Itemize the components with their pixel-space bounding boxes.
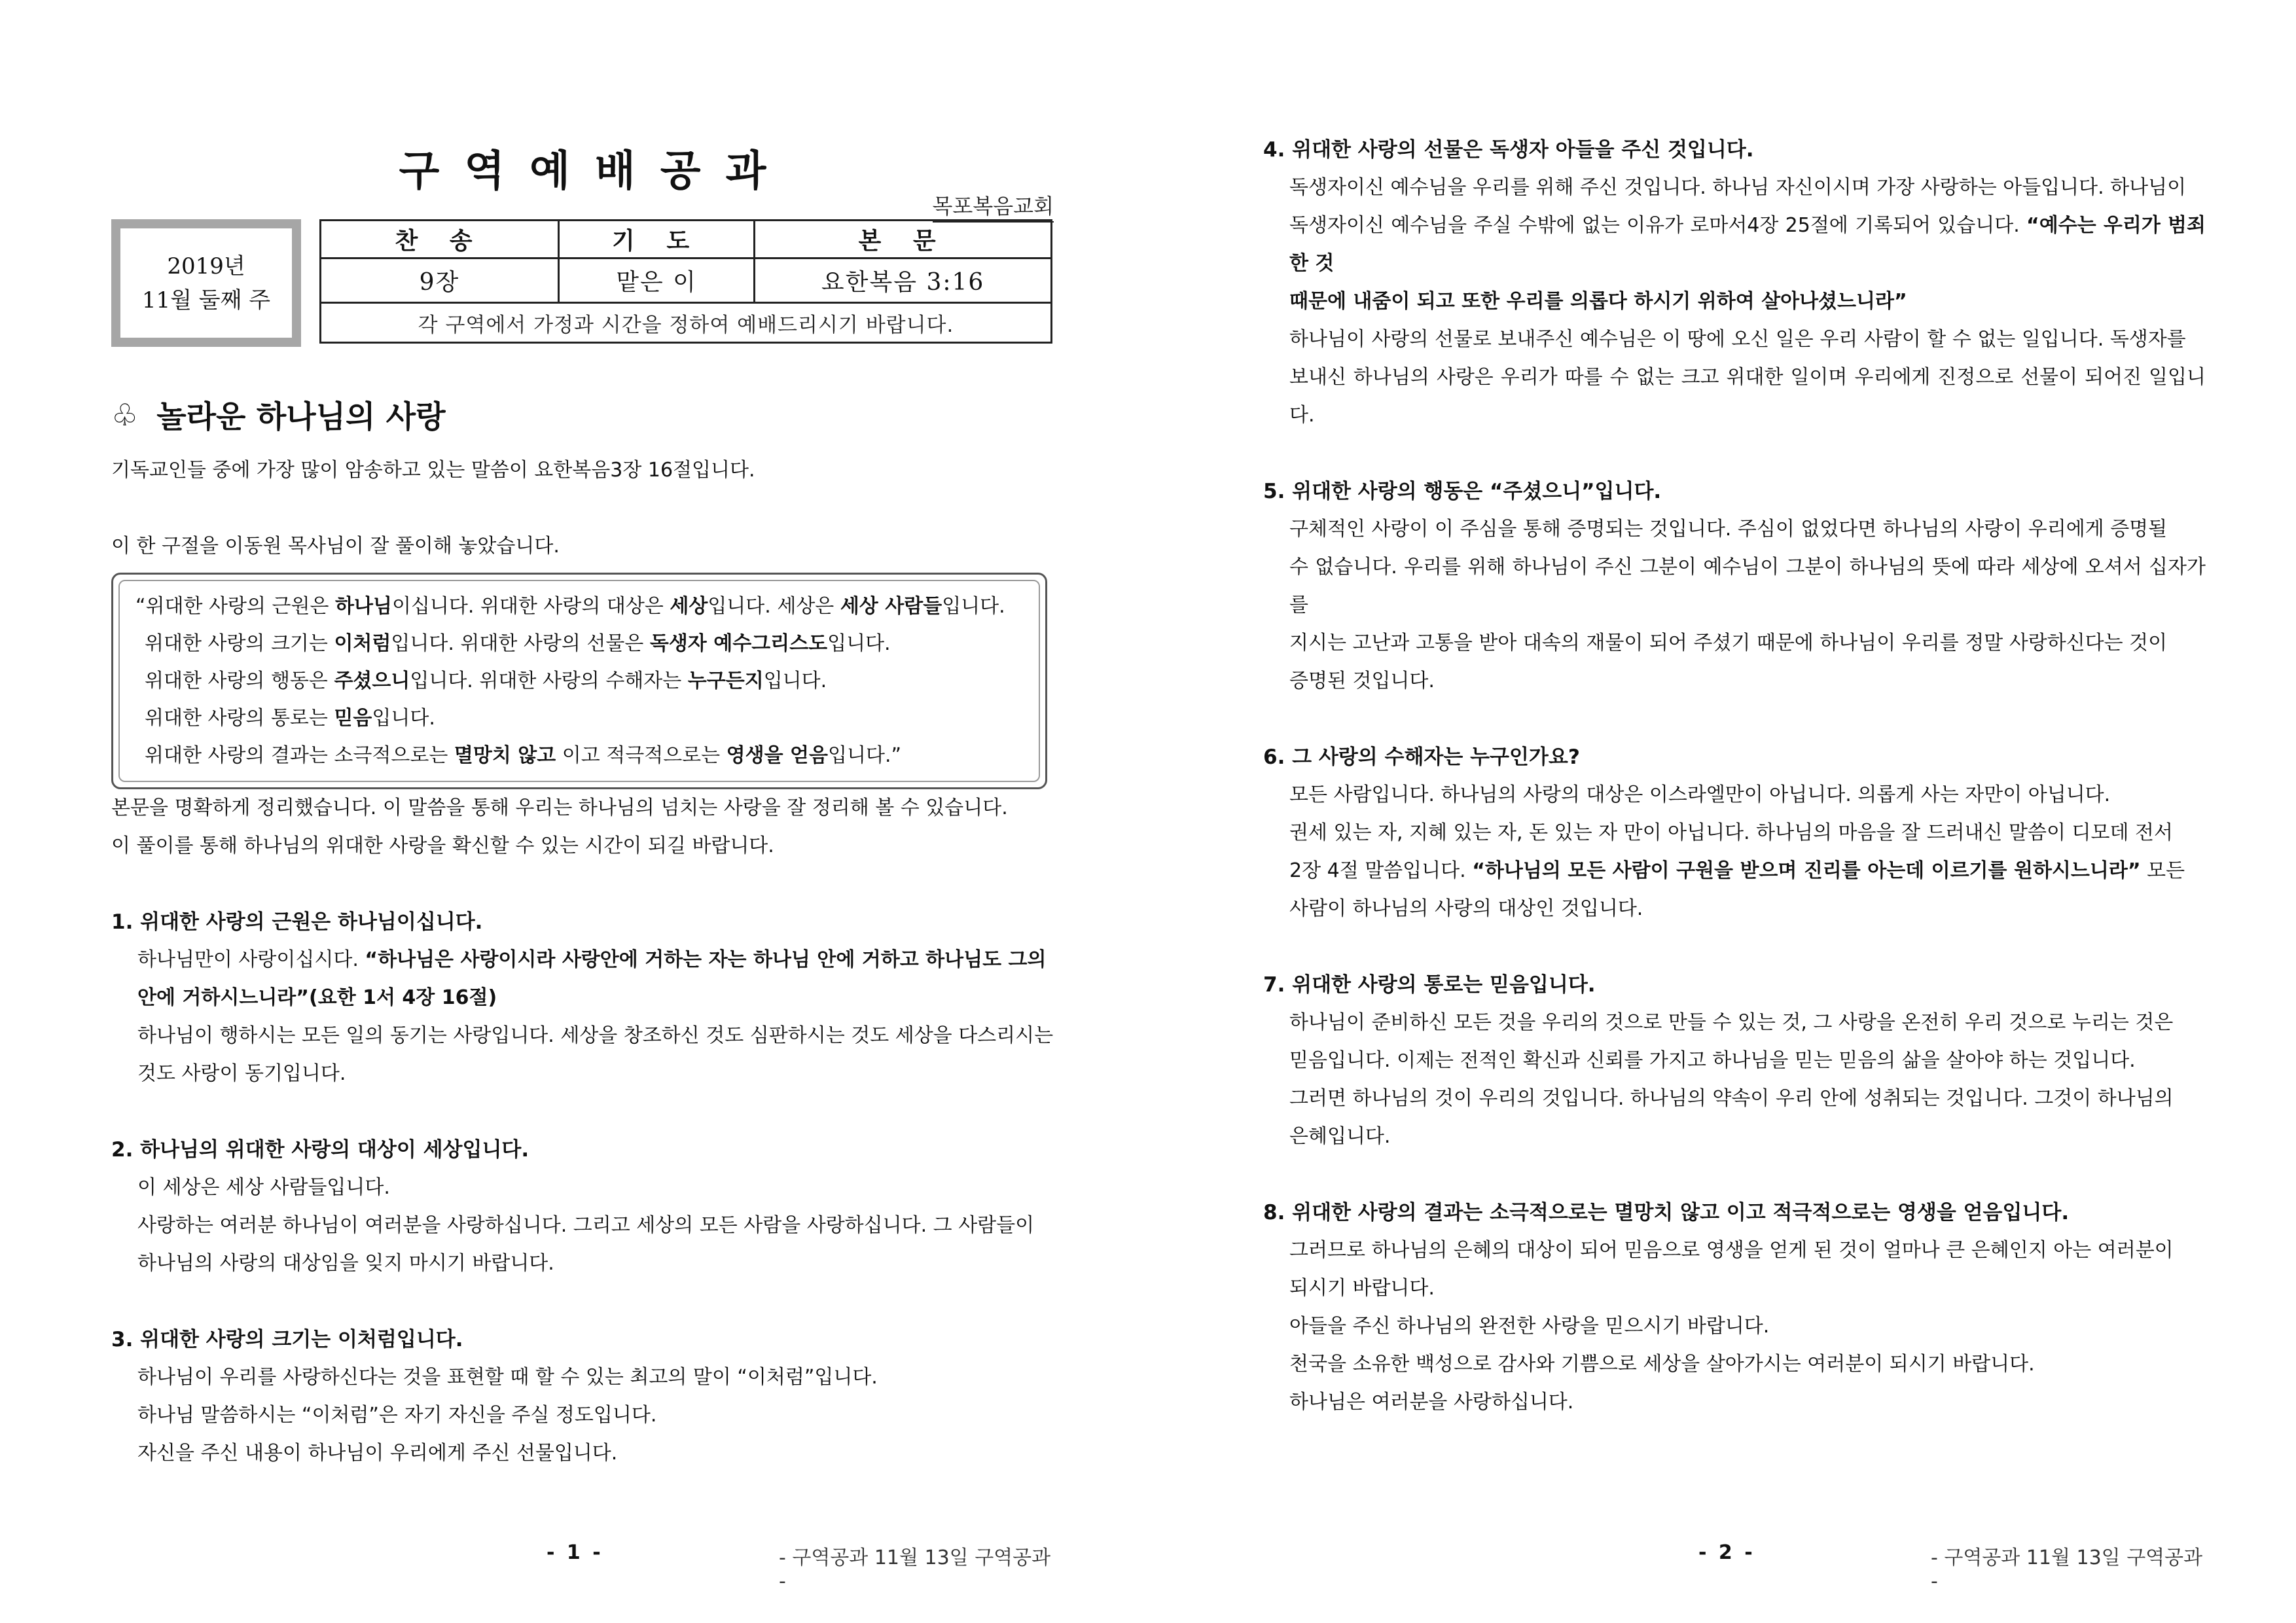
item-4-title: 4. 위대한 사랑의 선물은 독생자 아들을 주신 것입니다. [1263, 138, 1754, 162]
quote-emphasis: 영생을 얻음 [726, 744, 829, 767]
item-1-line: 것도 사랑이 동기입니다. [137, 1062, 346, 1085]
item-7-line: 믿음입니다. 이제는 전적인 확신과 신뢰를 가지고 하나님을 믿는 믿음의 삶을 살아야 하는 것입니다. [1289, 1049, 2136, 1072]
quote-line-5 [135, 737, 1023, 774]
item-2-line: 하나님의 사랑의 대상임을 잊지 마시기 바랍니다. [137, 1252, 554, 1275]
item-2-line: 이 세상은 세상 사람들입니다. [137, 1176, 390, 1199]
item-3-line: 자신을 주신 내용이 하나님이 우리에게 주신 선물입니다. [137, 1442, 618, 1465]
quote-inner [118, 580, 1040, 782]
quote-box [111, 573, 1047, 789]
hymn-value: 9장 [321, 259, 559, 303]
page-number: - 1 - [547, 1541, 603, 1564]
item-6-title: 6. 그 사랑의 수해자는 누구인가요? [1263, 745, 1580, 769]
table-value-row [321, 259, 1052, 303]
summary-line-1: 본문을 명확하게 정리했습니다. 이 말씀을 통해 우리는 하나님의 넘치는 사랑을 잘 정리해 볼 수 있습니다. [111, 796, 1008, 819]
clover-icon: ♧ [111, 397, 139, 433]
header-prayer: 기 도 [558, 221, 754, 259]
week-year: 2019년 [167, 253, 245, 279]
table-header-row [321, 221, 1052, 259]
item-5-line: 지시는 고난과 고통을 받아 대속의 재물이 되어 주셨기 때문에 하나님이 우리를 정말 사랑하신다는 것이 [1289, 632, 2168, 654]
quote-line-2 [135, 625, 1023, 662]
item-7-title: 7. 위대한 사랑의 통로는 믿음입니다. [1263, 973, 1596, 997]
item-8-line: 하나님은 여러분을 사랑하십니다. [1289, 1391, 1574, 1414]
item-6-line: 사람이 하나님의 사랑의 대상인 것입니다. [1289, 897, 1643, 920]
intro-line-1: 기독교인들 중에 가장 많이 암송하고 있는 말씀이 요한복음3장 16절입니다. [111, 459, 755, 482]
page-number: - 2 - [1698, 1541, 1755, 1564]
left-body [111, 789, 1054, 1472]
church-name: 목포복음교회 [933, 190, 1054, 223]
item-8-title: 8. 위대한 사랑의 결과는 소극적으로는 멸망치 않고 이고 적극적으로는 영생을 얻음입니다. [1263, 1201, 2070, 1224]
quote-text: 입니다. 위대한 사랑의 선물은 [391, 632, 650, 655]
item-2-line: 사랑하는 여러분 하나님이 여러분을 사랑하십니다. 그리고 세상의 모든 사람을 사랑하십니다. 그 사람들이 [137, 1214, 1035, 1237]
quote-text: 이고 적극적으로는 [556, 744, 726, 767]
quote-text: 입니다.” [828, 744, 902, 767]
item-4-line [1263, 207, 2206, 283]
quote-emphasis: 세상 사람들 [840, 595, 942, 618]
item-8-line: 되시기 바랍니다. [1289, 1277, 1435, 1300]
quote-emphasis: 믿음 [334, 707, 372, 730]
item-1-verse: 안에 거하시느니라” [137, 986, 310, 1009]
item-7-line: 은혜입니다. [1289, 1125, 1391, 1148]
quote-text: 위대한 사랑의 행동은 [145, 669, 334, 692]
page-title: 구역예배공과 [399, 147, 791, 196]
item-1-line [111, 941, 1054, 979]
item-7-line: 그러면 하나님의 것이 우리의 것입니다. 하나님의 약속이 우리 안에 성취되는 것입니다. 그것이 하나님의 [1289, 1087, 2174, 1110]
item-6-line: 모든 사람입니다. 하나님의 사랑의 대상은 이스라엘만이 아닙니다. 의롭게 사는 자만이 아닙니다. [1289, 783, 2111, 806]
table-note-row [321, 303, 1052, 343]
item-4-line: 보내신 하나님의 사랑은 우리가 따를 수 없는 크고 위대한 일이며 우리에게 진정으로 선물이 되어진 일입니다. [1289, 366, 2206, 427]
quote-emphasis: 독생자 예수그리스도 [649, 632, 828, 655]
item-1-title: 1. 위대한 사랑의 근원은 하나님이십니다. [111, 910, 483, 934]
quote-text: “위대한 사랑의 근원은 [135, 595, 335, 618]
item-6-text: 2장 4절 말씀입니다. [1289, 859, 1473, 882]
quote-emphasis: 주셨으니 [334, 669, 410, 692]
item-4-line [1263, 283, 2206, 321]
item-6-line [1263, 852, 2206, 890]
item-5-title: 5. 위대한 사랑의 행동은 “주셨으니”입니다. [1263, 480, 1662, 503]
header-hymn: 찬 송 [321, 221, 559, 259]
item-1-verse: “하나님은 사랑이시라 사랑안에 거하는 자는 하나님 안에 거하고 하나님도 그의 [365, 948, 1047, 971]
prayer-value: 맡은 이 [558, 259, 754, 303]
item-5-line: 증명된 것입니다. [1289, 669, 1435, 692]
item-8-line: 아들을 주신 하나님의 완전한 사랑을 믿으시기 바랍니다. [1289, 1315, 1770, 1338]
intro-line-2: 이 한 구절을 이동원 목사님이 잘 풀이해 놓았습니다. [111, 535, 560, 558]
week-label: 11월 둘째 주 [141, 287, 271, 313]
item-3-line: 하나님 말씀하시는 “이처럼”은 자기 자신을 주실 정도입니다. [137, 1404, 657, 1427]
quote-emphasis: 세상 [670, 595, 708, 618]
item-8-line: 그러므로 하나님의 은혜의 대상이 되어 믿음으로 영생을 얻게 된 것이 얼마나 큰 은혜인지 아는 여러분이 [1289, 1239, 2174, 1262]
quote-text: 입니다. [763, 669, 827, 692]
item-6-line: 권세 있는 자, 지혜 있는 자, 돈 있는 자 만이 아닙니다. 하나님의 마음을 잘 드러내신 말씀이 디모데 전서 [1289, 821, 2173, 844]
page-footer: - 구역공과 11월 13일 구역공과 - [1931, 1546, 2203, 1593]
week-box-inner [120, 228, 292, 338]
section-title: 놀라운 하나님의 사랑 [156, 399, 446, 435]
intro-block [111, 452, 1054, 565]
header-scripture: 본 문 [755, 221, 1052, 259]
item-4-line: 하나님이 사랑의 선물로 보내주신 예수님은 이 땅에 오신 일은 우리 사람이 할 수 없는 일입니다. 독생자를 [1289, 328, 2186, 351]
quote-text: 위대한 사랑의 결과는 소극적으로는 [145, 744, 454, 767]
item-4-line: 독생자이신 예수님을 우리를 위해 주신 것입니다. 하나님 자신이시며 가장 사랑하는 아들입니다. 하나님이 [1289, 176, 2187, 199]
summary-line-2: 이 풀이를 통해 하나님의 위대한 사랑을 확신할 수 있는 시간이 되길 바랍니다. [111, 834, 774, 857]
quote-emphasis: 멸망치 않고 [454, 744, 556, 767]
quote-line-1 [135, 588, 1023, 625]
item-6-verse: “하나님의 모든 사람이 구원을 받으며 진리를 아는데 이르기를 원하시느니라” [1472, 859, 2141, 882]
item-4-verse: 때문에 내줌이 되고 또한 우리를 의롭다 하시기 위하여 살아나셨느니라” [1289, 290, 1907, 313]
quote-line-4 [135, 700, 1023, 737]
week-box [111, 219, 301, 347]
page-1 [111, 0, 1054, 1623]
item-1-text: 하나님만이 사랑이십시다. [137, 948, 365, 971]
item-1-line [111, 979, 1054, 1017]
quote-text: 입니다. 위대한 사랑의 수해자는 [410, 669, 688, 692]
item-5-line: 수 없습니다. 우리를 위해 하나님이 주신 그분이 예수님이 그분이 하나님의 뜻에 따라 세상에 오셔서 십자가를 [1289, 556, 2206, 616]
item-1-line: 하나님이 행하시는 모든 일의 동기는 사랑입니다. 세상을 창조하신 것도 심판하시는 것도 세상을 다스리시는 [137, 1024, 1054, 1047]
quote-text: 입니다. 세상은 [708, 595, 840, 618]
item-2-title: 2. 하나님의 위대한 사랑의 대상이 세상입니다. [111, 1138, 529, 1162]
quote-emphasis: 누구든지 [687, 669, 764, 692]
page-footer: - 구역공과 11월 13일 구역공과 - [779, 1546, 1051, 1593]
worship-info-table [319, 219, 1052, 344]
item-5-line: 구체적인 사랑이 이 주심을 통해 증명되는 것입니다. 주심이 없었다면 하나님의 사랑이 우리에게 증명될 [1289, 518, 2168, 541]
item-4-text: 독생자이신 예수님을 주실 수밖에 없는 이유가 로마서4장 25절에 기록되어 있습니다. [1289, 214, 2027, 237]
quote-emphasis: 이처럼 [334, 632, 391, 655]
quote-text: 위대한 사랑의 크기는 [145, 632, 334, 655]
right-body [1263, 131, 2206, 1421]
table-note: 각 구역에서 가정과 시간을 정하여 예배드리시기 바랍니다. [321, 303, 1052, 343]
item-3-line: 하나님이 우리를 사랑하신다는 것을 표현할 때 할 수 있는 최고의 말이 “이처럼”입니다. [137, 1366, 878, 1389]
quote-text: 이십니다. 위대한 사랑의 대상은 [391, 595, 670, 618]
item-3-title: 3. 위대한 사랑의 크기는 이처럼입니다. [111, 1328, 463, 1351]
page-2 [1263, 0, 2206, 1623]
section-heading [111, 393, 446, 437]
scripture-value: 요한복음 3:16 [755, 259, 1052, 303]
item-4-verse: “예수는 우리가 범죄한 것 [1289, 214, 2206, 275]
quote-text: 위대한 사랑의 통로는 [145, 707, 334, 730]
quote-text: 입니다. [372, 707, 435, 730]
item-1-reference: (요한 1서 4장 16절) [309, 986, 497, 1009]
item-7-line: 하나님이 준비하신 모든 것을 우리의 것으로 만들 수 있는 것, 그 사랑을 온전히 우리 것으로 누리는 것은 [1289, 1011, 2174, 1034]
quote-line-3 [135, 662, 1023, 700]
quote-text: 입니다. [827, 632, 891, 655]
quote-emphasis: 하나님 [334, 595, 392, 618]
item-8-line: 천국을 소유한 백성으로 감사와 기쁨으로 세상을 살아가시는 여러분이 되시기 바랍니다. [1289, 1353, 2035, 1376]
quote-text: 입니다. [942, 595, 1005, 618]
item-6-text: 모든 [2140, 859, 2185, 882]
